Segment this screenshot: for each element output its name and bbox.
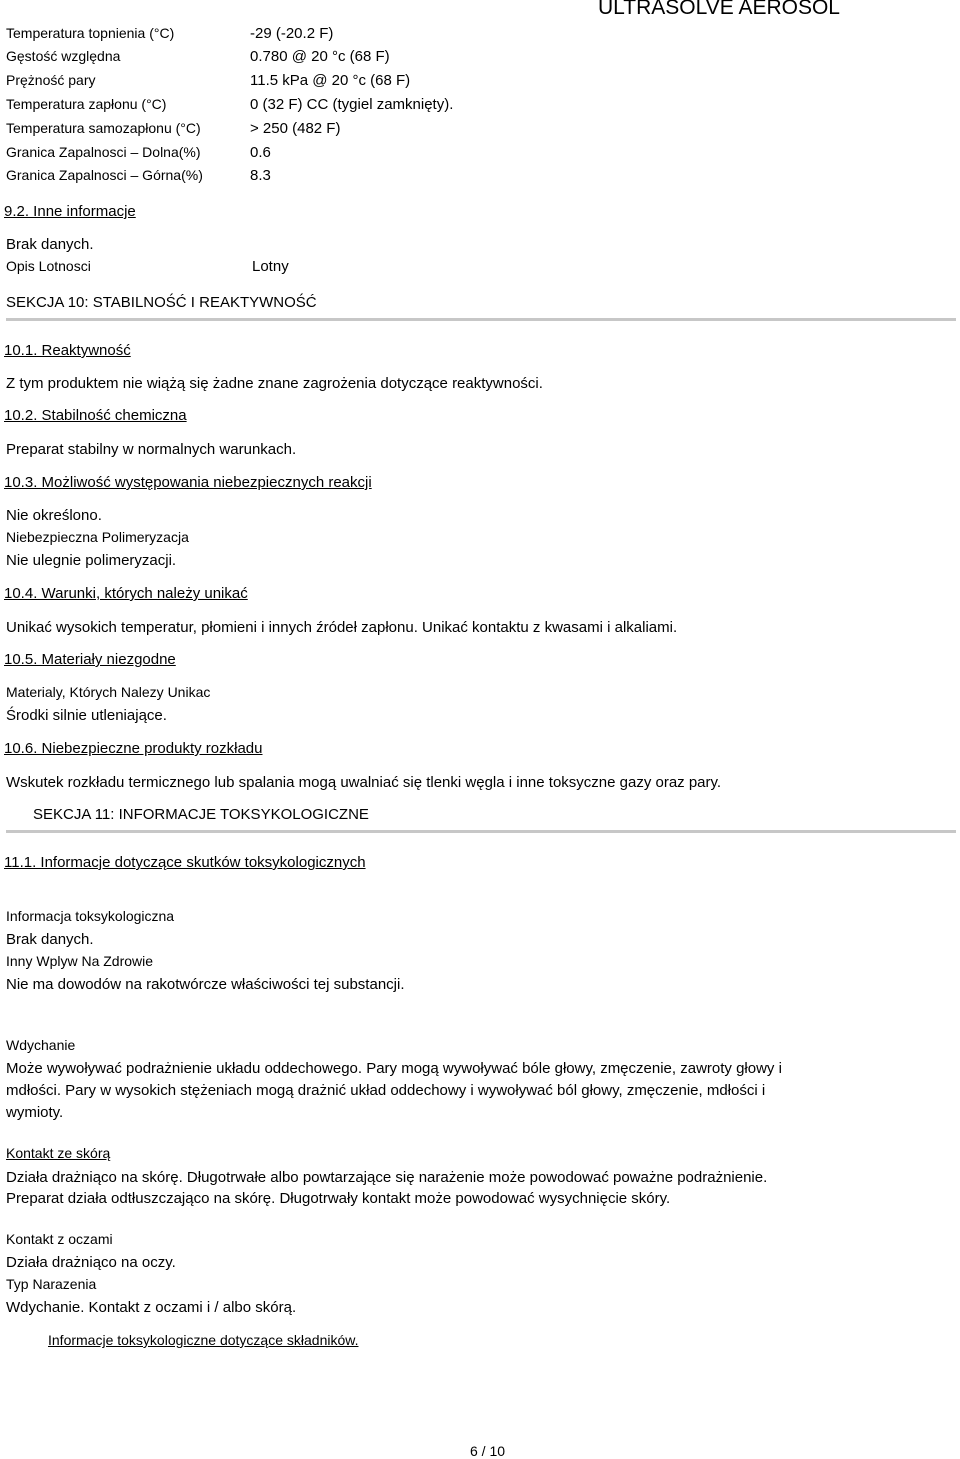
incompatible-materials-label: Materialy, Których Nalezy Unikac <box>6 684 211 700</box>
subsection-heading-10-3: 10.3. Możliwość występowania niebezpiecznych reakcji <box>4 474 372 491</box>
property-label: Temperatura samozapłonu (°C) <box>6 120 201 136</box>
other-health-effects-label: Inny Wplyw Na Zdrowie <box>6 953 154 969</box>
section-11-bar <box>6 804 956 833</box>
property-label: Gęstość względna <box>6 48 121 64</box>
volatility-label: Opis Lotnosci <box>6 258 91 274</box>
property-label: Granica Zapalnosci – Górna(%) <box>6 167 203 183</box>
conditions-to-avoid-text: Unikać wysokich temperatur, płomieni i innych źródeł zapłonu. Unikać kontaktu z kwasami i alkaliami. <box>6 619 678 636</box>
property-label: Temperatura zapłonu (°C) <box>6 96 167 112</box>
eye-contact-text: Działa drażniąco na oczy. <box>6 1254 176 1271</box>
subsection-heading-11-1: 11.1. Informacje dotyczące skutków toksykologicznych <box>4 854 366 871</box>
subsection-heading-10-4: 10.4. Warunki, których należy unikać <box>4 585 248 602</box>
property-value: 0.780 @ 20 °c (68 F) <box>250 48 390 65</box>
inhalation-text-line: Może wywoływać podrażnienie układu oddechowego. Pary mogą wywoływać bóle głowy, zmęczenie, zawroty głowy i <box>6 1060 782 1077</box>
exposure-type-label: Typ Narazenia <box>6 1276 97 1292</box>
skin-contact-label: Kontakt ze skórą <box>6 1145 111 1161</box>
subsection-heading-9-2: 9.2. Inne informacje <box>4 203 136 220</box>
toxicological-info-text: Brak danych. <box>6 931 94 948</box>
polymerization-label: Niebezpieczna Polimeryzacja <box>6 529 189 545</box>
property-label: Granica Zapalnosci – Dolna(%) <box>6 144 201 160</box>
property-label: Temperatura topnienia (°C) <box>6 25 175 41</box>
product-name-header: ULTRASOLVE AEROSOL <box>598 0 840 19</box>
section-10-title: SEKCJA 10: STABILNOŚĆ I REAKTYWNOŚĆ <box>6 294 317 311</box>
inhalation-text-line: mdłości. Pary w wysokich stężeniach mogą drażnić układ oddechowy i wywoływać ból głowy, zmęczenie, mdłości i <box>6 1082 766 1099</box>
eye-contact-label: Kontakt z oczami <box>6 1231 113 1247</box>
property-value: 8.3 <box>250 167 271 184</box>
decomposition-products-text: Wskutek rozkładu termicznego lub spalania mogą uwalniać się tlenki węgla i inne toksyczne gazy oraz pary. <box>6 774 722 791</box>
inhalation-text-line: wymioty. <box>6 1104 64 1121</box>
other-health-effects-text: Nie ma dowodów na rakotwórcze właściwości tej substancji. <box>6 976 405 993</box>
section-10-bar <box>6 292 956 321</box>
volatility-value: Lotny <box>252 258 289 275</box>
section-11-title: SEKCJA 11: INFORMACJE TOKSYKOLOGICZNE <box>33 806 369 823</box>
other-info-text: Brak danych. <box>6 236 94 253</box>
subsection-heading-10-6: 10.6. Niebezpieczne produkty rozkładu <box>4 740 263 757</box>
page-number: 6 / 10 <box>470 1443 506 1459</box>
exposure-type-text: Wdychanie. Kontakt z oczami i / albo skórą. <box>6 1299 297 1316</box>
inhalation-label: Wdychanie <box>6 1037 76 1053</box>
component-toxicology-link: Informacje toksykologiczne dotyczące składników. <box>48 1332 359 1348</box>
reactivity-text: Z tym produktem nie wiążą się żadne znane zagrożenia dotyczące reaktywności. <box>6 375 543 392</box>
property-value: 11.5 kPa @ 20 °c (68 F) <box>250 72 411 89</box>
toxicological-info-label: Informacja toksykologiczna <box>6 908 175 924</box>
polymerization-text: Nie ulegnie polimeryzacji. <box>6 552 177 569</box>
hazardous-reactions-text: Nie określono. <box>6 507 102 524</box>
skin-contact-text-line: Preparat działa odtłuszczająco na skórę. Długotrwały kontakt może powodować wysychnięcie skóry. <box>6 1190 671 1207</box>
property-value: > 250 (482 F) <box>250 120 341 137</box>
property-value: 0.6 <box>250 144 271 161</box>
subsection-heading-10-1: 10.1. Reaktywność <box>4 342 131 359</box>
property-label: Prężność pary <box>6 72 96 88</box>
property-value: -29 (-20.2 F) <box>250 25 334 42</box>
skin-contact-text-line: Działa drażniąco na skórę. Długotrwałe albo powtarzające się narażenie może powodować poważne podrażnienie. <box>6 1169 768 1186</box>
incompatible-materials-text: Środki silnie utleniające. <box>6 707 167 724</box>
subsection-heading-10-5: 10.5. Materiały niezgodne <box>4 651 176 668</box>
subsection-heading-10-2: 10.2. Stabilność chemiczna <box>4 407 187 424</box>
stability-text: Preparat stabilny w normalnych warunkach. <box>6 441 297 458</box>
property-value: 0 (32 F) CC (tygiel zamknięty). <box>250 96 454 113</box>
